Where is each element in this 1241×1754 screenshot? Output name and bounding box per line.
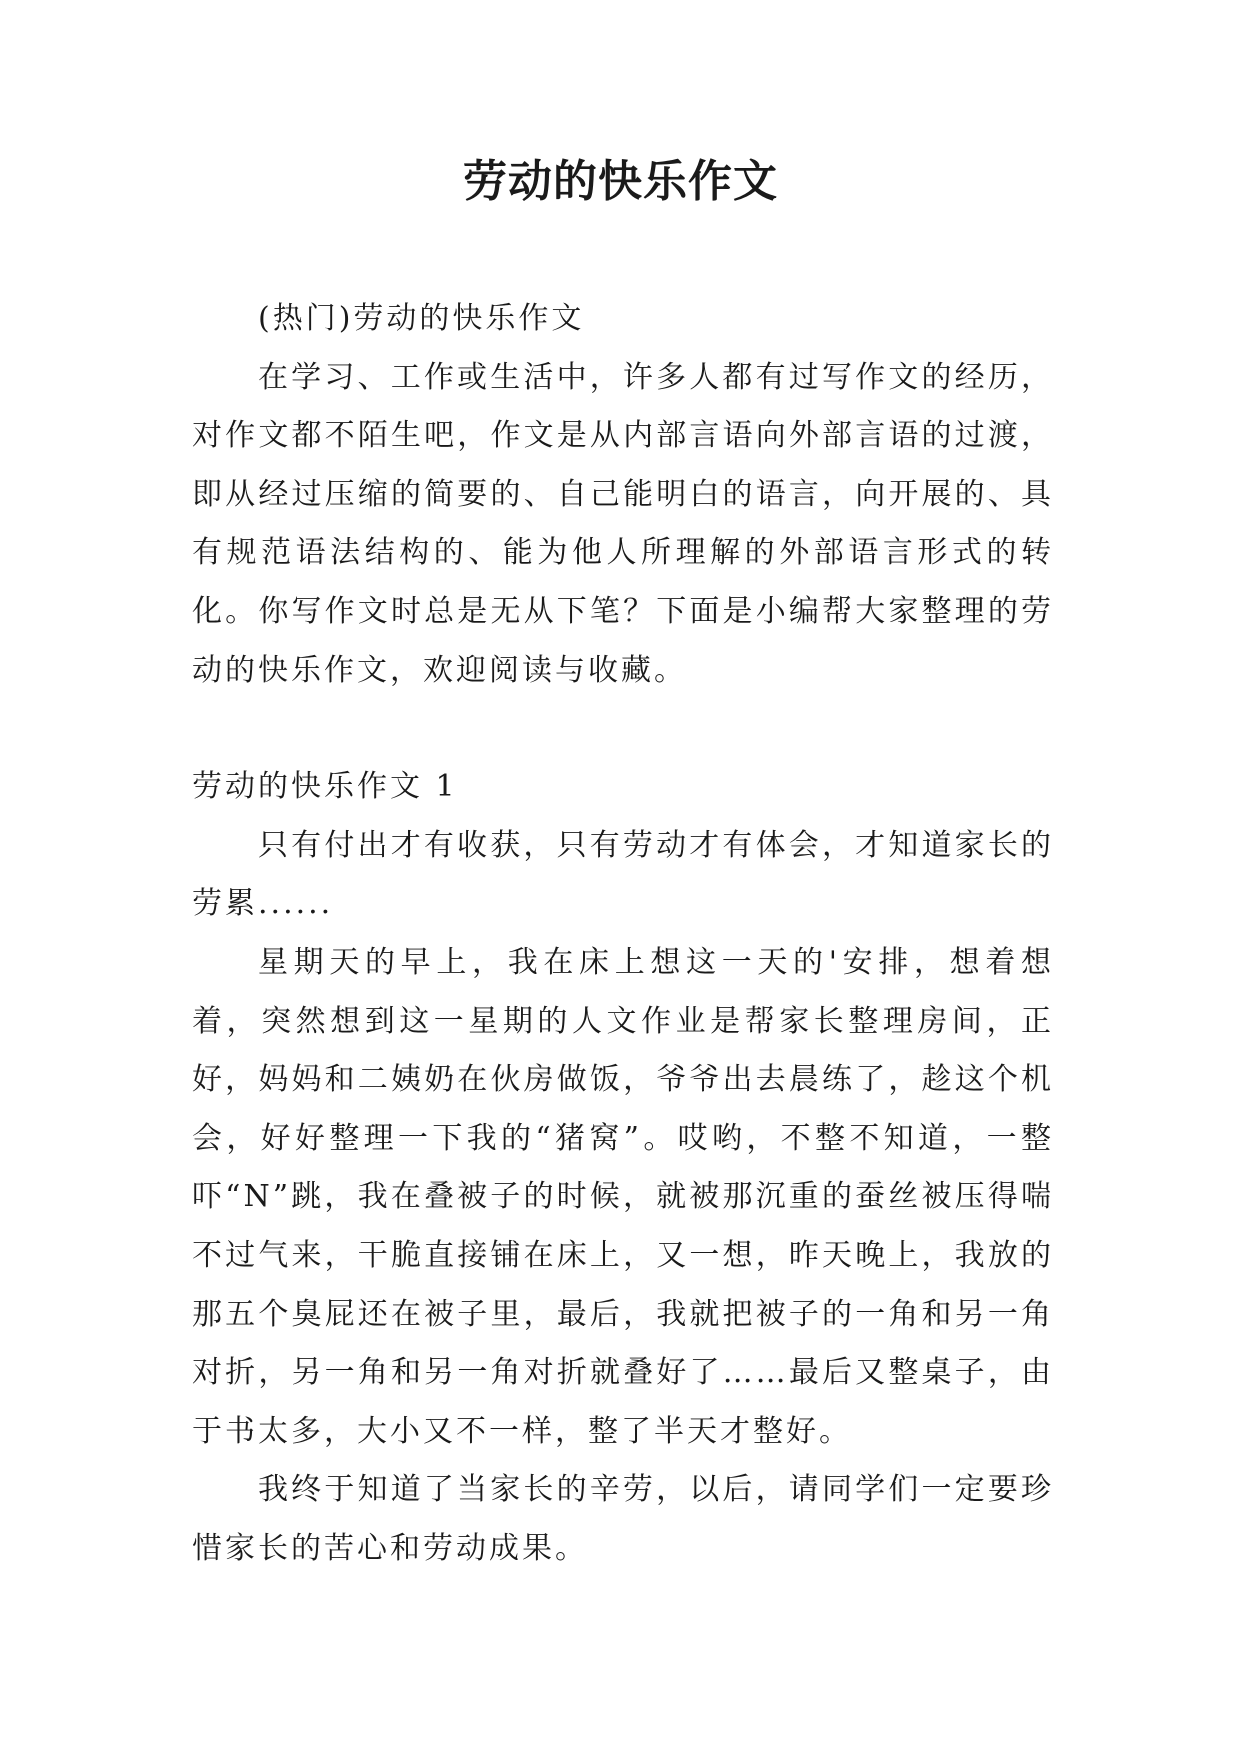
subtitle-line: (热门)劳动的快乐作文 [258, 301, 585, 336]
intro-paragraph: 在学习、工作或生活中，许多人都有过写作文的经历，对作文都不陌生吧，作文是从内部言语向外部言语的过渡，即从经过压缩的简要的、自己能明白的语言，向开展的、具有规范语法结构的、能为他人所理解的外部语言形式的转化。你写作文时总是无从下笔？下面是小编帮大家整理的劳动的快乐作文，欢迎阅读与收藏。 [192, 359, 1054, 688]
body-paragraph: 我终于知道了当家长的辛劳，以后，请同学们一定要珍惜家长的苦心和劳动成果。 [192, 1472, 1054, 1566]
body-paragraph: 星期天的早上，我在床上想这一天的'安排，想着想着，突然想到这一星期的人文作业是帮家长整理房间，正好，妈妈和二姨奶在伙房做饭，爷爷出去晨练了，趁这个机会，好好整理一下我的“猪窝”。哎哟，不整不知道，一整吓“N”跳，我在叠被子的时候，就被那沉重的蚕丝被压得喘不过气来，干脆直接铺在床上，又一想，昨天晚上，我放的那五个臭屁还在被子里，最后，我就把被子的一角和另一角对折，另一角和另一角对折就叠好了……最后又整桌子，由于书太多，大小又不一样，整了半天才整好。 [192, 944, 1054, 1449]
body-paragraph: 只有付出才有收获，只有劳动才有体会，才知道家长的劳累...... [192, 827, 1054, 922]
document-body [192, 290, 1054, 1578]
section-heading: 劳动的快乐作文 1 [192, 769, 458, 805]
document-title: 劳动的快乐作文 [463, 156, 778, 207]
